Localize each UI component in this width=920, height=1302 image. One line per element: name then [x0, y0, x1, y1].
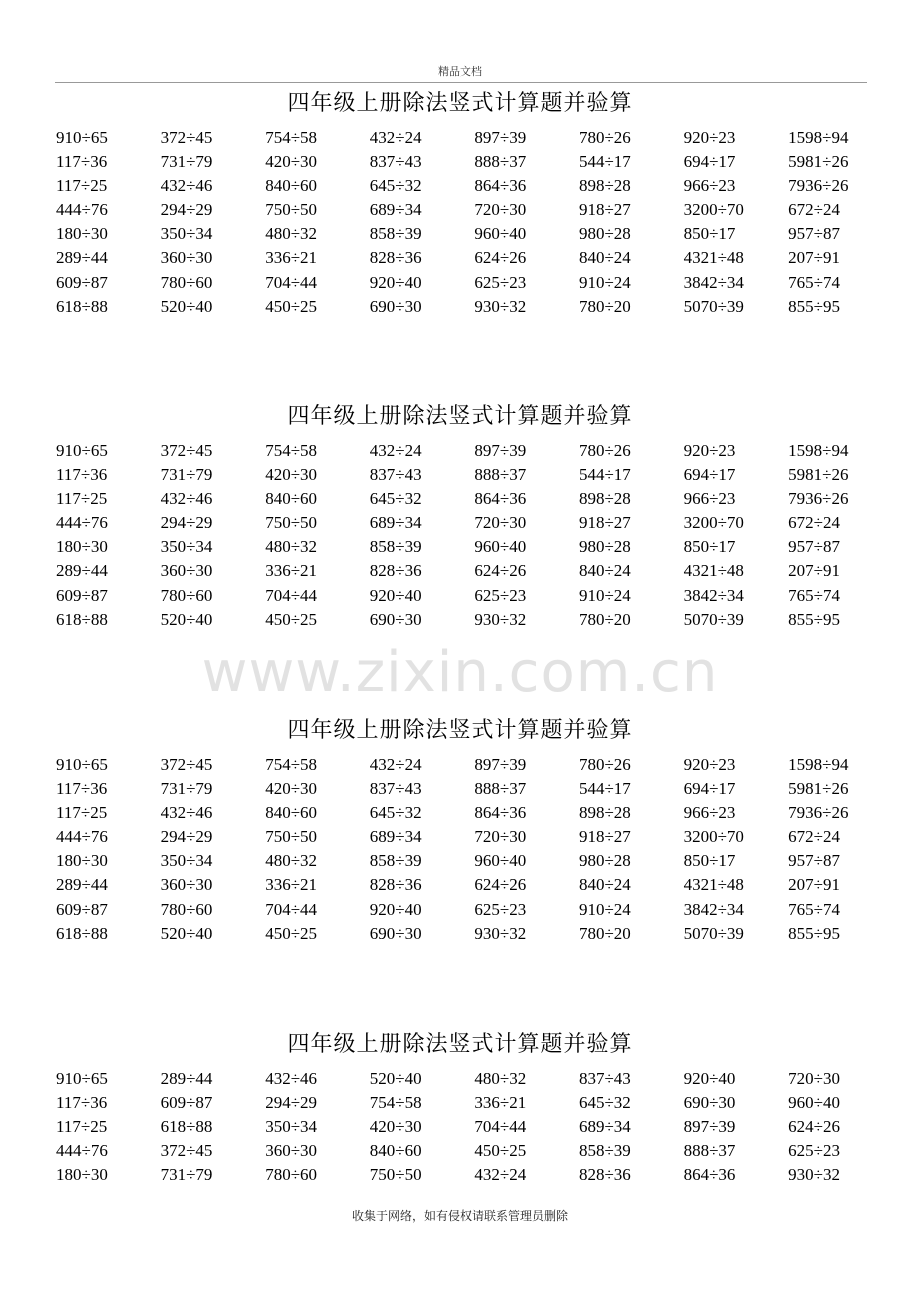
division-problem: 544÷17 [578, 465, 631, 485]
division-problem: 117÷36 [56, 152, 108, 172]
division-problem: 4321÷48 [683, 561, 744, 581]
division-problem: 689÷34 [369, 513, 422, 533]
division-problem: 5981÷26 [788, 465, 849, 485]
division-problem: 855÷95 [788, 609, 840, 629]
division-problem: 689÷34 [369, 200, 422, 220]
division-problem: 180÷30 [56, 1165, 108, 1185]
division-problem: 117÷36 [56, 779, 108, 799]
division-problem: 966÷23 [683, 176, 736, 196]
division-problem: 888÷37 [683, 1141, 736, 1161]
division-problem: 754÷58 [265, 128, 318, 147]
division-problem: 609÷87 [160, 1093, 213, 1113]
division-problem: 7936÷26 [788, 176, 849, 196]
division-problem: 117÷25 [56, 803, 108, 823]
division-problem: 840÷60 [265, 489, 318, 509]
division-problem: 450÷25 [265, 609, 318, 629]
division-problem: 704÷44 [474, 1117, 527, 1137]
division-problem: 336÷21 [474, 1093, 527, 1113]
division-problem: 957÷87 [788, 537, 840, 557]
division-problem: 3842÷34 [683, 585, 744, 605]
division-problem: 731÷79 [160, 152, 213, 172]
division-problem: 432÷46 [265, 1069, 318, 1088]
division-problem: 207÷91 [788, 875, 840, 895]
division-problem: 930÷32 [474, 923, 527, 943]
division-problem: 672÷24 [788, 513, 840, 533]
section-title: 四年级上册除法竖式计算题并验算 [287, 91, 633, 116]
division-problem: 625÷23 [474, 585, 527, 605]
division-problem: 750÷50 [265, 827, 318, 847]
division-problem: 625÷23 [474, 899, 527, 919]
division-problem: 960÷40 [474, 851, 527, 871]
division-problem: 980÷28 [578, 537, 631, 557]
division-problem: 858÷39 [369, 851, 422, 871]
division-problem: 645÷32 [578, 1093, 631, 1113]
division-problem: 180÷30 [56, 537, 108, 557]
division-problem: 117÷25 [56, 489, 108, 509]
problem-grid [56, 753, 876, 946]
division-problem: 765÷74 [788, 585, 840, 605]
division-problem: 5070÷39 [683, 609, 744, 629]
division-problem: 864÷36 [683, 1165, 736, 1185]
division-problem: 837÷43 [369, 779, 422, 799]
problem-grid [56, 439, 876, 632]
division-problem: 520÷40 [369, 1069, 422, 1088]
division-problem: 750÷50 [265, 513, 318, 533]
division-problem: 609÷87 [56, 272, 108, 292]
division-problem: 372÷45 [160, 1141, 213, 1161]
division-problem: 850÷17 [683, 851, 736, 871]
division-problem: 694÷17 [683, 152, 736, 172]
division-problem: 897÷39 [474, 128, 527, 147]
division-problem: 5981÷26 [788, 779, 849, 799]
division-problem: 858÷39 [369, 537, 422, 557]
division-problem: 780÷60 [265, 1165, 318, 1185]
division-problem: 920÷23 [683, 755, 736, 774]
division-problem: 828÷36 [578, 1165, 631, 1185]
division-problem: 750÷50 [369, 1165, 422, 1185]
division-problem: 828÷36 [369, 875, 422, 895]
division-problem: 289÷44 [56, 248, 108, 268]
division-problem: 420÷30 [265, 152, 318, 172]
division-problem: 520÷40 [160, 609, 213, 629]
division-problem: 372÷45 [160, 755, 213, 774]
division-problem: 720÷30 [474, 513, 527, 533]
division-problem: 480÷32 [474, 1069, 527, 1088]
division-problem: 294÷29 [160, 200, 213, 220]
division-problem: 450÷25 [474, 1141, 527, 1161]
division-problem: 828÷36 [369, 561, 422, 581]
division-problem: 450÷25 [265, 923, 318, 943]
section-title: 四年级上册除法竖式计算题并验算 [287, 718, 633, 743]
division-problem: 840÷24 [578, 248, 631, 268]
division-problem: 180÷30 [56, 224, 108, 244]
division-problem: 624÷26 [474, 561, 527, 581]
division-problem: 910÷24 [578, 585, 631, 605]
division-problem: 920÷40 [683, 1069, 736, 1088]
division-problem: 980÷28 [578, 851, 631, 871]
division-problem: 690÷30 [683, 1093, 736, 1113]
division-problem: 1598÷94 [788, 755, 849, 774]
division-problem: 694÷17 [683, 465, 736, 485]
division-problem: 720÷30 [788, 1069, 840, 1088]
division-problem: 480÷32 [265, 224, 318, 244]
page-footer: 收集于网络，如有侵权请联系管理员删除 [351, 1209, 568, 1223]
division-problem: 918÷27 [578, 513, 631, 533]
division-problem: 360÷30 [160, 561, 213, 581]
division-problem: 444÷76 [56, 1141, 108, 1161]
division-problem: 840÷60 [265, 803, 318, 823]
division-problem: 117÷36 [56, 465, 108, 485]
division-problem: 618÷88 [56, 609, 108, 629]
division-problem: 858÷39 [369, 224, 422, 244]
division-problem: 704÷44 [265, 585, 318, 605]
division-problem: 5070÷39 [683, 296, 744, 316]
division-problem: 520÷40 [160, 923, 213, 943]
division-problem: 117÷25 [56, 176, 108, 196]
division-problem: 960÷40 [474, 224, 527, 244]
division-problem: 207÷91 [788, 248, 840, 268]
division-problem: 207÷91 [788, 561, 840, 581]
division-problem: 645÷32 [369, 176, 422, 196]
division-problem: 618÷88 [56, 923, 108, 943]
division-problem: 920÷40 [369, 272, 422, 292]
exercise-section-2 [56, 399, 876, 632]
division-problem: 372÷45 [160, 128, 213, 147]
division-problem: 450÷25 [265, 296, 318, 316]
division-problem: 930÷32 [474, 609, 527, 629]
division-problem: 690÷30 [369, 296, 422, 316]
division-problem: 920÷40 [369, 899, 422, 919]
division-problem: 918÷27 [578, 200, 631, 220]
division-problem: 294÷29 [265, 1093, 318, 1113]
division-problem: 432÷24 [369, 128, 422, 147]
division-problem: 544÷17 [578, 779, 631, 799]
division-problem: 858÷39 [578, 1141, 631, 1161]
division-problem: 480÷32 [265, 537, 318, 557]
division-problem: 289÷44 [56, 561, 108, 581]
division-problem: 780÷26 [578, 441, 631, 460]
division-problem: 5070÷39 [683, 923, 744, 943]
division-problem: 7936÷26 [788, 489, 849, 509]
division-problem: 609÷87 [56, 585, 108, 605]
division-problem: 918÷27 [578, 827, 631, 847]
division-problem: 780÷20 [578, 296, 631, 316]
division-problem: 645÷32 [369, 803, 422, 823]
exercise-section-1 [56, 86, 876, 319]
division-problem: 289÷44 [56, 875, 108, 895]
division-problem: 672÷24 [788, 827, 840, 847]
division-problem: 754÷58 [369, 1093, 422, 1113]
division-problem: 920÷23 [683, 128, 736, 147]
division-problem: 754÷58 [265, 441, 318, 460]
problem-grid [56, 1067, 876, 1187]
division-problem: 694÷17 [683, 779, 736, 799]
division-problem: 920÷23 [683, 441, 736, 460]
division-problem: 754÷58 [265, 755, 318, 774]
division-problem: 690÷30 [369, 923, 422, 943]
division-problem: 117÷36 [56, 1093, 108, 1113]
division-problem: 625÷23 [474, 272, 527, 292]
division-problem: 840÷24 [578, 875, 631, 895]
division-problem: 720÷30 [474, 827, 527, 847]
division-problem: 336÷21 [265, 248, 318, 268]
division-problem: 720÷30 [474, 200, 527, 220]
problem-grid [56, 126, 876, 319]
watermark: www.zixin.com.cn [201, 640, 719, 705]
division-problem: 609÷87 [56, 899, 108, 919]
division-problem: 289÷44 [160, 1069, 213, 1088]
division-problem: 690÷30 [369, 609, 422, 629]
division-problem: 780÷60 [160, 272, 213, 292]
division-problem: 850÷17 [683, 537, 736, 557]
division-problem: 888÷37 [474, 465, 527, 485]
division-problem: 864÷36 [474, 803, 527, 823]
division-problem: 840÷24 [578, 561, 631, 581]
division-problem: 960÷40 [788, 1093, 840, 1113]
division-problem: 780÷26 [578, 128, 631, 147]
division-problem: 837÷43 [369, 152, 422, 172]
division-problem: 898÷28 [578, 489, 631, 509]
division-problem: 1598÷94 [788, 128, 849, 147]
exercise-section-3 [56, 713, 876, 946]
division-problem: 897÷39 [474, 755, 527, 774]
header-divider [55, 82, 867, 83]
division-problem: 618÷88 [56, 296, 108, 316]
division-problem: 864÷36 [474, 176, 527, 196]
division-problem: 336÷21 [265, 561, 318, 581]
division-problem: 350÷34 [160, 224, 213, 244]
division-problem: 624÷26 [788, 1117, 840, 1137]
division-problem: 624÷26 [474, 875, 527, 895]
division-problem: 840÷60 [265, 176, 318, 196]
division-problem: 350÷34 [265, 1117, 318, 1137]
division-problem: 4321÷48 [683, 875, 744, 895]
division-problem: 618÷88 [160, 1117, 213, 1137]
division-problem: 432÷24 [369, 755, 422, 774]
division-problem: 336÷21 [265, 875, 318, 895]
division-problem: 930÷32 [788, 1165, 840, 1185]
division-problem: 624÷26 [474, 248, 527, 268]
division-problem: 910÷24 [578, 899, 631, 919]
division-problem: 645÷32 [369, 489, 422, 509]
division-problem: 898÷28 [578, 803, 631, 823]
division-problem: 910÷65 [56, 441, 108, 460]
division-problem: 957÷87 [788, 224, 840, 244]
division-problem: 828÷36 [369, 248, 422, 268]
division-problem: 850÷17 [683, 224, 736, 244]
division-problem: 888÷37 [474, 779, 527, 799]
division-problem: 957÷87 [788, 851, 840, 871]
division-problem: 544÷17 [578, 152, 631, 172]
division-problem: 444÷76 [56, 200, 108, 220]
division-problem: 930÷32 [474, 296, 527, 316]
division-problem: 966÷23 [683, 489, 736, 509]
division-problem: 4321÷48 [683, 248, 744, 268]
division-problem: 731÷79 [160, 465, 213, 485]
division-problem: 3200÷70 [683, 200, 744, 220]
division-problem: 910÷24 [578, 272, 631, 292]
division-problem: 910÷65 [56, 128, 108, 147]
division-problem: 765÷74 [788, 272, 840, 292]
division-problem: 888÷37 [474, 152, 527, 172]
division-problem: 920÷40 [369, 585, 422, 605]
division-problem: 966÷23 [683, 803, 736, 823]
division-problem: 750÷50 [265, 200, 318, 220]
section-title: 四年级上册除法竖式计算题并验算 [287, 404, 633, 429]
division-problem: 420÷30 [265, 465, 318, 485]
division-problem: 704÷44 [265, 272, 318, 292]
division-problem: 864÷36 [474, 489, 527, 509]
division-problem: 897÷39 [683, 1117, 736, 1137]
division-problem: 780÷60 [160, 899, 213, 919]
division-problem: 780÷20 [578, 609, 631, 629]
division-problem: 432÷24 [474, 1165, 527, 1185]
division-problem: 5981÷26 [788, 152, 849, 172]
division-problem: 837÷43 [578, 1069, 631, 1088]
division-problem: 731÷79 [160, 779, 213, 799]
division-problem: 897÷39 [474, 441, 527, 460]
division-problem: 432÷24 [369, 441, 422, 460]
division-problem: 294÷29 [160, 513, 213, 533]
division-problem: 898÷28 [578, 176, 631, 196]
division-problem: 960÷40 [474, 537, 527, 557]
division-problem: 3842÷34 [683, 272, 744, 292]
division-problem: 855÷95 [788, 923, 840, 943]
division-problem: 180÷30 [56, 851, 108, 871]
division-problem: 360÷30 [160, 248, 213, 268]
division-problem: 360÷30 [160, 875, 213, 895]
division-problem: 480÷32 [265, 851, 318, 871]
division-problem: 689÷34 [578, 1117, 631, 1137]
division-problem: 689÷34 [369, 827, 422, 847]
division-problem: 520÷40 [160, 296, 213, 316]
division-problem: 672÷24 [788, 200, 840, 220]
section-title: 四年级上册除法竖式计算题并验算 [287, 1032, 633, 1057]
division-problem: 444÷76 [56, 827, 108, 847]
division-problem: 117÷25 [56, 1117, 108, 1137]
division-problem: 3200÷70 [683, 513, 744, 533]
division-problem: 855÷95 [788, 296, 840, 316]
division-problem: 731÷79 [160, 1165, 213, 1185]
division-problem: 444÷76 [56, 513, 108, 533]
division-problem: 780÷20 [578, 923, 631, 943]
division-problem: 432÷46 [160, 803, 213, 823]
division-problem: 3200÷70 [683, 827, 744, 847]
division-problem: 625÷23 [788, 1141, 840, 1161]
division-problem: 350÷34 [160, 851, 213, 871]
division-problem: 1598÷94 [788, 441, 849, 460]
division-problem: 432÷46 [160, 489, 213, 509]
division-problem: 910÷65 [56, 1069, 108, 1088]
division-problem: 432÷46 [160, 176, 213, 196]
division-problem: 294÷29 [160, 827, 213, 847]
division-problem: 837÷43 [369, 465, 422, 485]
division-problem: 420÷30 [369, 1117, 422, 1137]
division-problem: 780÷26 [578, 755, 631, 774]
division-problem: 704÷44 [265, 899, 318, 919]
exercise-section-4 [56, 1027, 876, 1187]
page-header: 精品文档 [438, 65, 482, 78]
division-problem: 3842÷34 [683, 899, 744, 919]
division-problem: 420÷30 [265, 779, 318, 799]
division-problem: 350÷34 [160, 537, 213, 557]
division-problem: 780÷60 [160, 585, 213, 605]
division-problem: 372÷45 [160, 441, 213, 460]
division-problem: 910÷65 [56, 755, 108, 774]
division-problem: 7936÷26 [788, 803, 849, 823]
division-problem: 765÷74 [788, 899, 840, 919]
division-problem: 360÷30 [265, 1141, 318, 1161]
division-problem: 980÷28 [578, 224, 631, 244]
division-problem: 840÷60 [369, 1141, 422, 1161]
